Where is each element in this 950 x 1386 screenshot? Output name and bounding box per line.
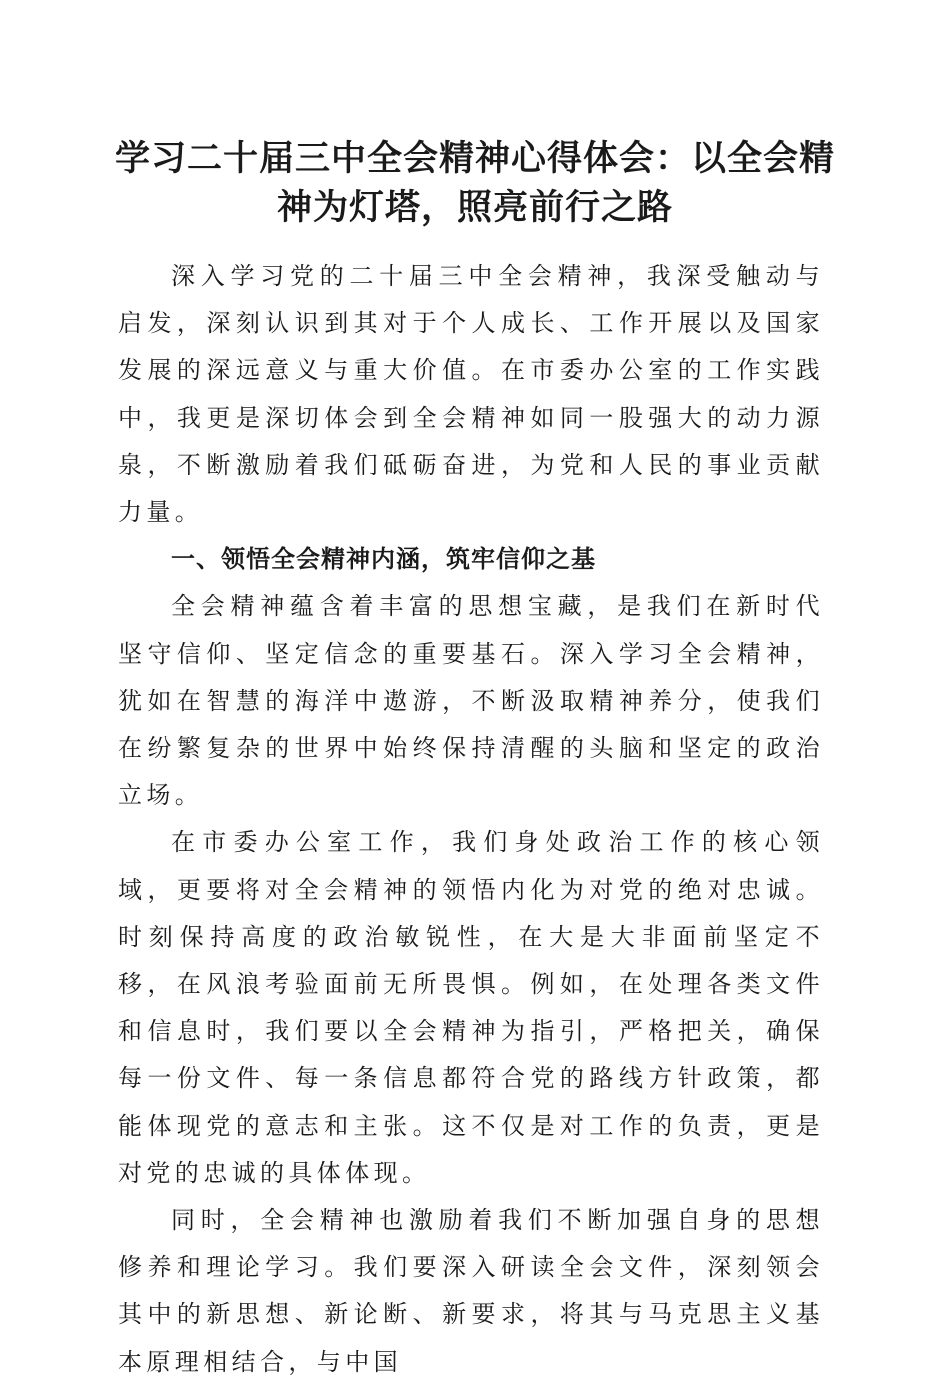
paragraph-1: 全会精神蕴含着丰富的思想宝藏，是我们在新时代坚守信仰、坚定信念的重要基石。深入学习全会精神，犹如在智慧的海洋中遨游，不断汲取精神养分，使我们在纷繁复杂的世界中始终保持清醒的头脑和坚定的政治立场。	[118, 592, 824, 810]
document-title: 学习二十届三中全会精神心得体会：以全会精神为灯塔，照亮前行之路	[114, 138, 835, 228]
paragraph-3: 同时，全会精神也激励着我们不断加强自身的思想修养和理论学习。我们要深入研读全会文件，深刻领会其中的新思想、新论断、新要求，将其与马克思主义基本原理相结合，与中国	[118, 1206, 824, 1376]
paragraph-intro: 深入学习党的二十届三中全会精神，我深受触动与启发，深刻认识到其对于个人成长、工作开展以及国家发展的深远意义与重大价值。在市委办公室的工作实践中，我更是深切体会到全会精神如同一股强大的动力源泉，不断激励着我们砥砺奋进，为党和人民的事业贡献力量。	[118, 262, 824, 527]
section-heading-1: 一、领悟全会精神内涵，筑牢信仰之基	[171, 545, 596, 574]
paragraph-2: 在市委办公室工作，我们身处政治工作的核心领域，更要将对全会精神的领悟内化为对党的绝对忠诚。时刻保持高度的政治敏锐性，在大是大非面前坚定不移，在风浪考验面前无所畏惧。例如，在处理各类文件和信息时，我们要以全会精神为指引，严格把关，确保每一份文件、每一条信息都符合党的路线方针政策，都能体现党的意志和主张。这不仅是对工作的负责，更是对党的忠诚的具体体现。	[118, 828, 824, 1187]
document-body	[118, 253, 824, 1386]
